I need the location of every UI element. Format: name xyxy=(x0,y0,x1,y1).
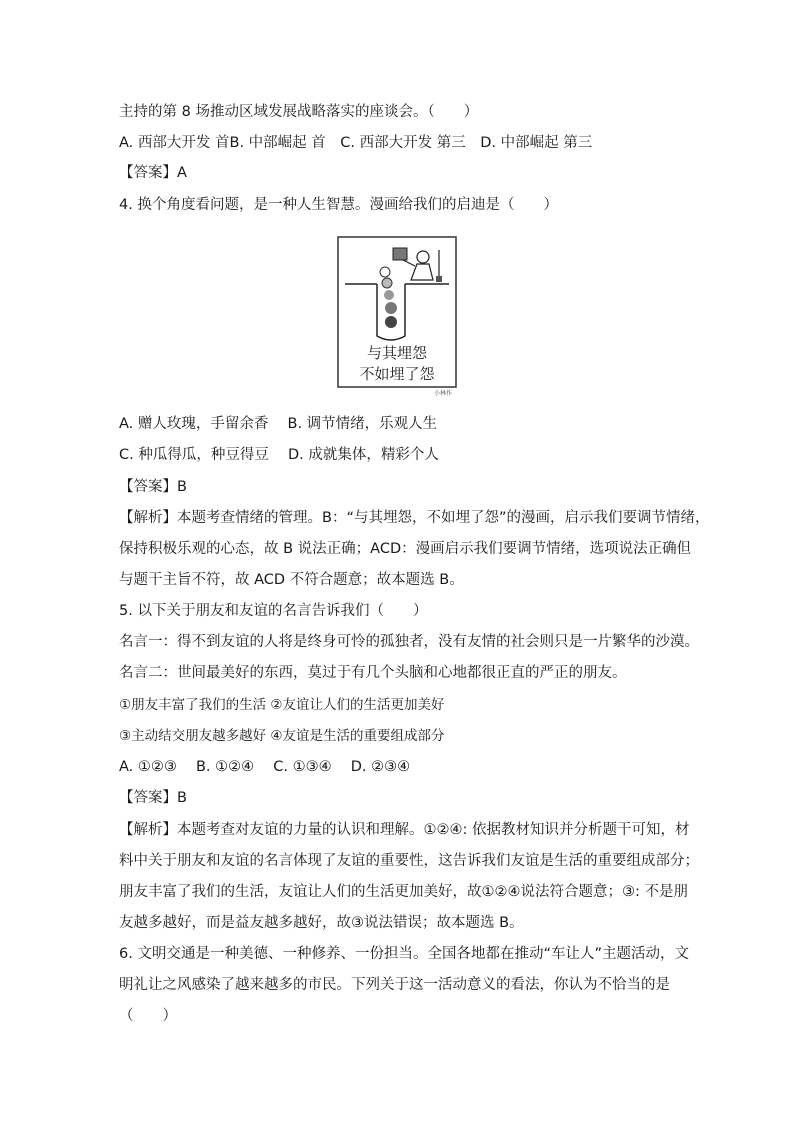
cartoon-author: 小林作 xyxy=(433,390,453,397)
cartoon-caption-2: 不如埋了怨 xyxy=(359,365,435,383)
q5-statements-1: ①朋友丰富了我们的生活 ②友谊让人们的生活更加美好 xyxy=(119,697,445,713)
cartoon-drawing xyxy=(337,236,457,398)
q4-analysis-2: 保持积极乐观的心态，故 B 说法正确；ACD：漫画启示我们要调节情绪，选项说法正确但 xyxy=(119,541,692,557)
q5-quote-1: 名言一：得不到友谊的人将是终身可怜的孤独者，没有友情的社会则只是一片繁华的沙漠。 xyxy=(119,634,699,650)
q3-stem-tail: 主持的第 8 场推动区域发展战略落实的座谈会。（ ） xyxy=(119,104,479,120)
q4-options-1: A. 赠人玫瑰，手留余香 B. 调节情绪，乐观人生 xyxy=(119,416,438,432)
q5-options: A. ①②③ B. ①②④ C. ①③④ D. ②③④ xyxy=(119,759,411,775)
cartoon-caption-1: 与其埋怨 xyxy=(366,344,428,362)
q5-stem: 5. 以下关于朋友和友谊的名言告诉我们（ ） xyxy=(119,603,428,619)
q5-answer: 【答案】B xyxy=(119,790,187,806)
q5-statements-2: ③主动结交朋友越多越好 ④友谊是生活的重要组成部分 xyxy=(119,728,445,744)
q5-analysis-1: 【解析】本题考查对友谊的力量的认识和理解。①②④: 依据教材知识并分析题干可知，材 xyxy=(119,822,690,838)
cartoon-image xyxy=(337,236,457,398)
q6-stem-3: （ ） xyxy=(119,1008,177,1024)
q4-answer: 【答案】B xyxy=(119,479,187,495)
q5-analysis-2: 料中关于朋友和友谊的名言体现了友谊的重要性，这告诉我们友谊是生活的重要组成部分； xyxy=(119,853,699,869)
q4-analysis-3: 与题干主旨不符，故 ACD 不符合题意；故本题选 B。 xyxy=(119,572,464,588)
q3-options: A. 西部大开发 首B. 中部崛起 首 C. 西部大开发 第三 D. 中部崛起 第三 xyxy=(119,135,593,151)
q6-stem-1: 6. 文明交通是一种美德、一种修养、一份担当。全国各地都在推动“车让人”主题活动，文 xyxy=(119,946,689,962)
q5-quote-2: 名言二：世间最美好的东西，莫过于有几个头脑和心地都很正直的严正的朋友。 xyxy=(119,665,627,681)
q6-stem-2: 明礼让之风感染了越来越多的市民。下列关于这一活动意义的看法，你认为不恰当的是 xyxy=(119,977,670,993)
q3-answer: 【答案】A xyxy=(119,165,187,181)
q4-stem: 4. 换个角度看问题，是一种人生智慧。漫画给我们的启迪是（ ） xyxy=(119,197,558,213)
q5-analysis-4: 友越多越好，而是益友越多越好，故③说法错误；故本题选 B。 xyxy=(119,915,524,931)
q4-analysis-1: 【解析】本题考查情绪的管理。B：“与其埋怨，不如埋了怨”的漫画，启示我们要调节情绪， xyxy=(119,510,710,526)
q5-analysis-3: 朋友丰富了我们的生活，友谊让人们的生活更加美好，故①②④说法符合题意；③: 不是朋 xyxy=(119,884,688,900)
q4-options-2: C. 种瓜得瓜，种豆得豆 D. 成就集体，精彩个人 xyxy=(119,447,439,463)
